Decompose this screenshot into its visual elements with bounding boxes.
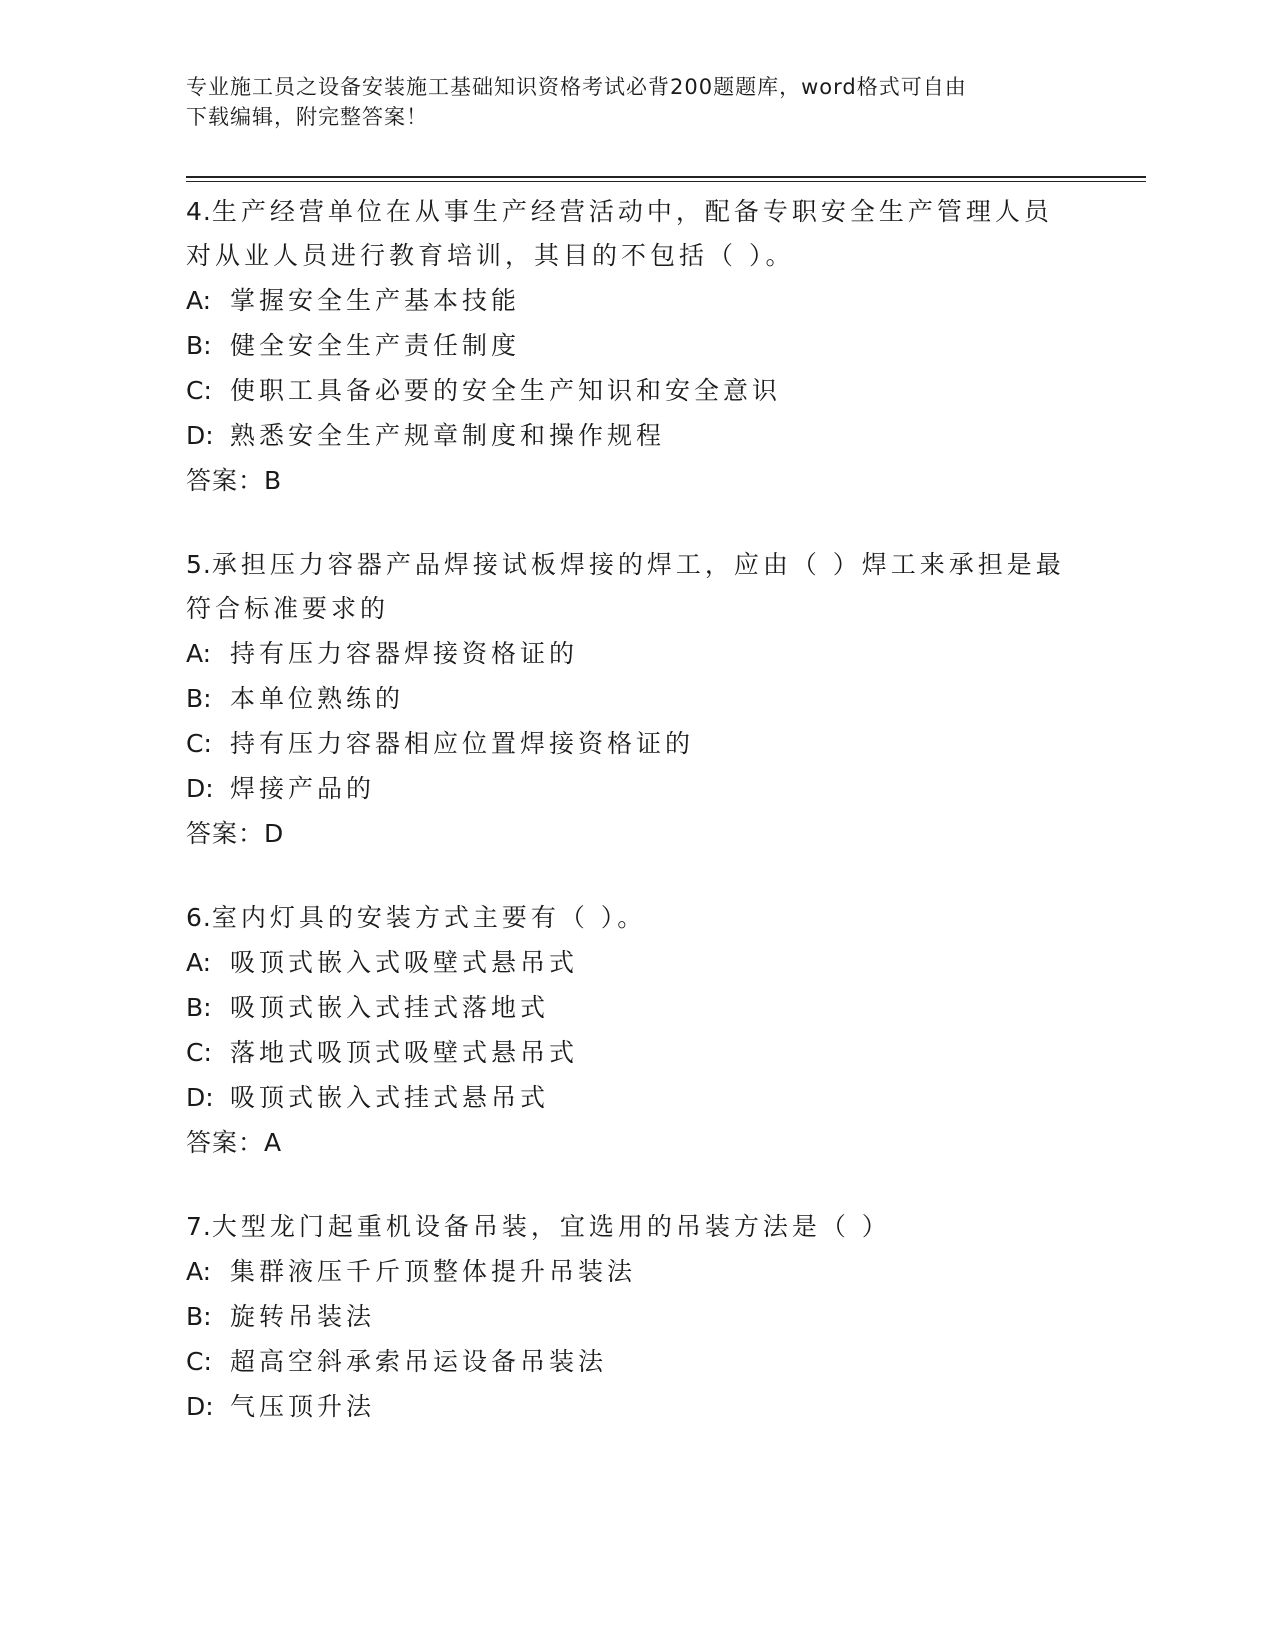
- option-text: 持有压力容器焊接资格证的: [230, 639, 579, 668]
- question-number: 6.: [186, 903, 212, 932]
- option-key: C:: [186, 1347, 212, 1376]
- option-key: C:: [186, 729, 212, 758]
- question-number: 5.: [186, 550, 212, 579]
- answer-text: 答案：A: [186, 1128, 283, 1157]
- option-text: 吸顶式嵌入式挂式落地式: [230, 993, 550, 1022]
- question-text-line-1: 大型龙门起重机设备吊装，宜选用的吊装方法是（ ）: [211, 1212, 891, 1241]
- header-divider-thin: [186, 181, 1146, 182]
- option-text: 持有压力容器相应位置焊接资格证的: [230, 729, 695, 758]
- question-text: [186, 1205, 1086, 1249]
- option-d: [186, 413, 1086, 458]
- option-key: A:: [186, 1257, 212, 1286]
- answer-text: 答案：D: [186, 819, 285, 848]
- answer-text: 答案：B: [186, 466, 283, 495]
- option-d: [186, 766, 1086, 811]
- question-text: [186, 896, 1086, 940]
- header-line-2: 下载编辑，附完整答案！: [186, 105, 428, 129]
- option-text: 焊接产品的: [230, 774, 376, 803]
- option-key: A:: [186, 286, 212, 315]
- option-c: [186, 1030, 1086, 1075]
- option-key: D:: [186, 421, 214, 450]
- option-text: 旋转吊装法: [230, 1302, 376, 1331]
- header-divider-thick: [186, 176, 1146, 178]
- header-line-1: 专业施工员之设备安装施工基础知识资格考试必背200题题库，word格式可自由: [186, 75, 967, 99]
- option-text: 落地式吸顶式吸壁式悬吊式: [230, 1038, 579, 1067]
- option-text: 健全安全生产责任制度: [230, 331, 521, 360]
- question-6: [186, 896, 1086, 1165]
- question-text-line-2: 符合标准要求的: [186, 594, 390, 623]
- option-b: [186, 985, 1086, 1030]
- option-c: [186, 368, 1086, 413]
- document-header: [186, 72, 1086, 132]
- option-text: 超高空斜承索吊运设备吊装法: [230, 1347, 608, 1376]
- question-list: [186, 190, 1086, 1469]
- option-b: [186, 676, 1086, 721]
- question-number: 7.: [186, 1212, 212, 1241]
- question-text-line-2: 对从业人员进行教育培训，其目的不包括（ ）。: [186, 241, 795, 270]
- option-key: B:: [186, 684, 212, 713]
- question-text: [186, 190, 1086, 234]
- question-number: 4.: [186, 197, 212, 226]
- option-c: [186, 1339, 1086, 1384]
- option-b: [186, 323, 1086, 368]
- option-key: B:: [186, 331, 212, 360]
- question-text: [186, 543, 1086, 587]
- option-a: [186, 631, 1086, 676]
- option-key: A:: [186, 948, 212, 977]
- question-text-line-1: 室内灯具的安装方式主要有（ ）。: [211, 903, 647, 932]
- option-text: 吸顶式嵌入式挂式悬吊式: [230, 1083, 550, 1112]
- option-key: A:: [186, 639, 212, 668]
- option-key: D:: [186, 1083, 214, 1112]
- question-5: [186, 543, 1086, 856]
- option-text: 使职工具备必要的安全生产知识和安全意识: [230, 376, 782, 405]
- question-text-line-1: 生产经营单位在从事生产经营活动中，配备专职安全生产管理人员: [211, 197, 1053, 226]
- option-b: [186, 1294, 1086, 1339]
- option-text: 本单位熟练的: [230, 684, 405, 713]
- question-4: [186, 190, 1086, 503]
- option-text: 熟悉安全生产规章制度和操作规程: [230, 421, 666, 450]
- option-key: C:: [186, 376, 212, 405]
- option-d: [186, 1075, 1086, 1120]
- option-key: B:: [186, 1302, 212, 1331]
- option-a: [186, 1249, 1086, 1294]
- option-text: 吸顶式嵌入式吸壁式悬吊式: [230, 948, 579, 977]
- question-text-line-1: 承担压力容器产品焊接试板焊接的焊工，应由（ ）焊工来承担是最: [211, 550, 1065, 579]
- option-key: D:: [186, 774, 214, 803]
- option-a: [186, 278, 1086, 323]
- option-c: [186, 721, 1086, 766]
- option-key: D:: [186, 1392, 214, 1421]
- option-key: C:: [186, 1038, 212, 1067]
- option-key: B:: [186, 993, 212, 1022]
- option-d: [186, 1384, 1086, 1429]
- option-text: 掌握安全生产基本技能: [230, 286, 521, 315]
- option-text: 集群液压千斤顶整体提升吊装法: [230, 1257, 637, 1286]
- option-text: 气压顶升法: [230, 1392, 376, 1421]
- question-7: [186, 1205, 1086, 1429]
- option-a: [186, 940, 1086, 985]
